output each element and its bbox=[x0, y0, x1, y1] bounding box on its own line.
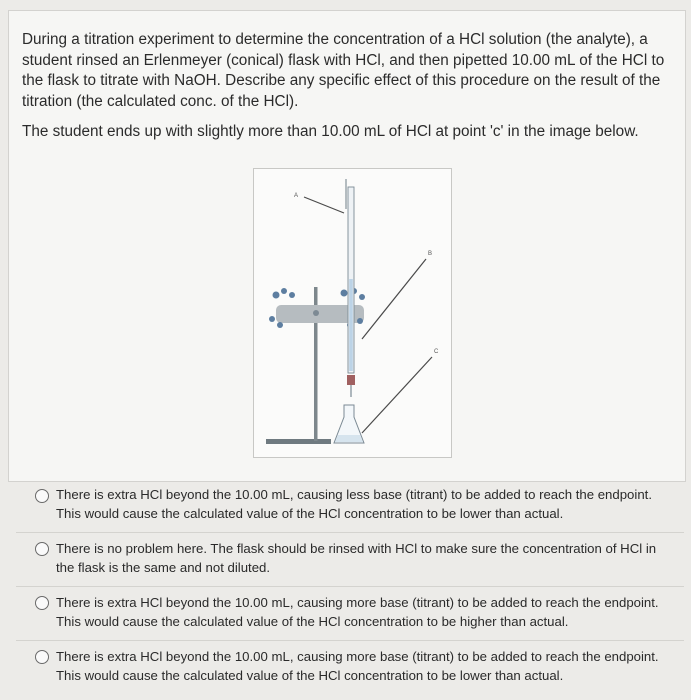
answer-option-text: There is extra HCl beyond the 10.00 mL, causing more base (titrant) to be added to reach the endpoint. This would cause the calculated value of the HCl concentration to be higher than actual. bbox=[56, 595, 659, 629]
pointer-c bbox=[362, 357, 432, 433]
question-text bbox=[22, 30, 672, 153]
pointer-b bbox=[362, 259, 426, 339]
answer-option[interactable] bbox=[16, 640, 684, 694]
stand-base bbox=[266, 439, 331, 444]
titration-apparatus-diagram bbox=[254, 169, 451, 457]
radio-button[interactable] bbox=[35, 542, 49, 556]
label-c: C bbox=[434, 349, 439, 355]
pointer-a bbox=[304, 197, 344, 213]
radio-button[interactable] bbox=[35, 596, 49, 610]
answer-options bbox=[16, 480, 684, 694]
question-paragraph: During a titration experiment to determine the concentration of a HCl solution (the analyte), a student rinsed an Erlenmeyer (conical) flask with HCl, and then pipetted 10.00 mL of the HCl to the flask to titrate with NaOH. Describe any specific effect of this procedure on the result of the titration (the calculated conc. of the HCl). bbox=[22, 31, 665, 110]
answer-option[interactable] bbox=[16, 480, 684, 532]
answer-option-text: There is extra HCl beyond the 10.00 mL, causing less base (titrant) to be added to reach the endpoint. This would cause the calculated value of the HCl concentration to be lower than actual. bbox=[56, 487, 652, 521]
label-b: B bbox=[428, 251, 433, 257]
radio-button[interactable] bbox=[35, 489, 49, 503]
answer-option-text: There is extra HCl beyond the 10.00 mL, causing more base (titrant) to be added to reach the endpoint. This would cause the calculated value of the HCl concentration to be lower than actual. bbox=[56, 649, 659, 683]
burette-solution bbox=[349, 279, 353, 371]
answer-option[interactable] bbox=[16, 532, 684, 586]
radio-button[interactable] bbox=[35, 650, 49, 664]
label-a: A bbox=[294, 193, 299, 199]
titration-figure bbox=[253, 168, 452, 458]
answer-option-text: There is no problem here. The flask should be rinsed with HCl to make sure the concentration of HCl in the flask is the same and not diluted. bbox=[56, 541, 657, 575]
burette-stopcock bbox=[347, 375, 355, 385]
answer-option[interactable] bbox=[16, 586, 684, 640]
question-paragraph-note: The student ends up with slightly more than 10.00 mL of HCl at point 'c' in the image below. bbox=[22, 123, 639, 140]
flask-solution bbox=[335, 435, 363, 442]
